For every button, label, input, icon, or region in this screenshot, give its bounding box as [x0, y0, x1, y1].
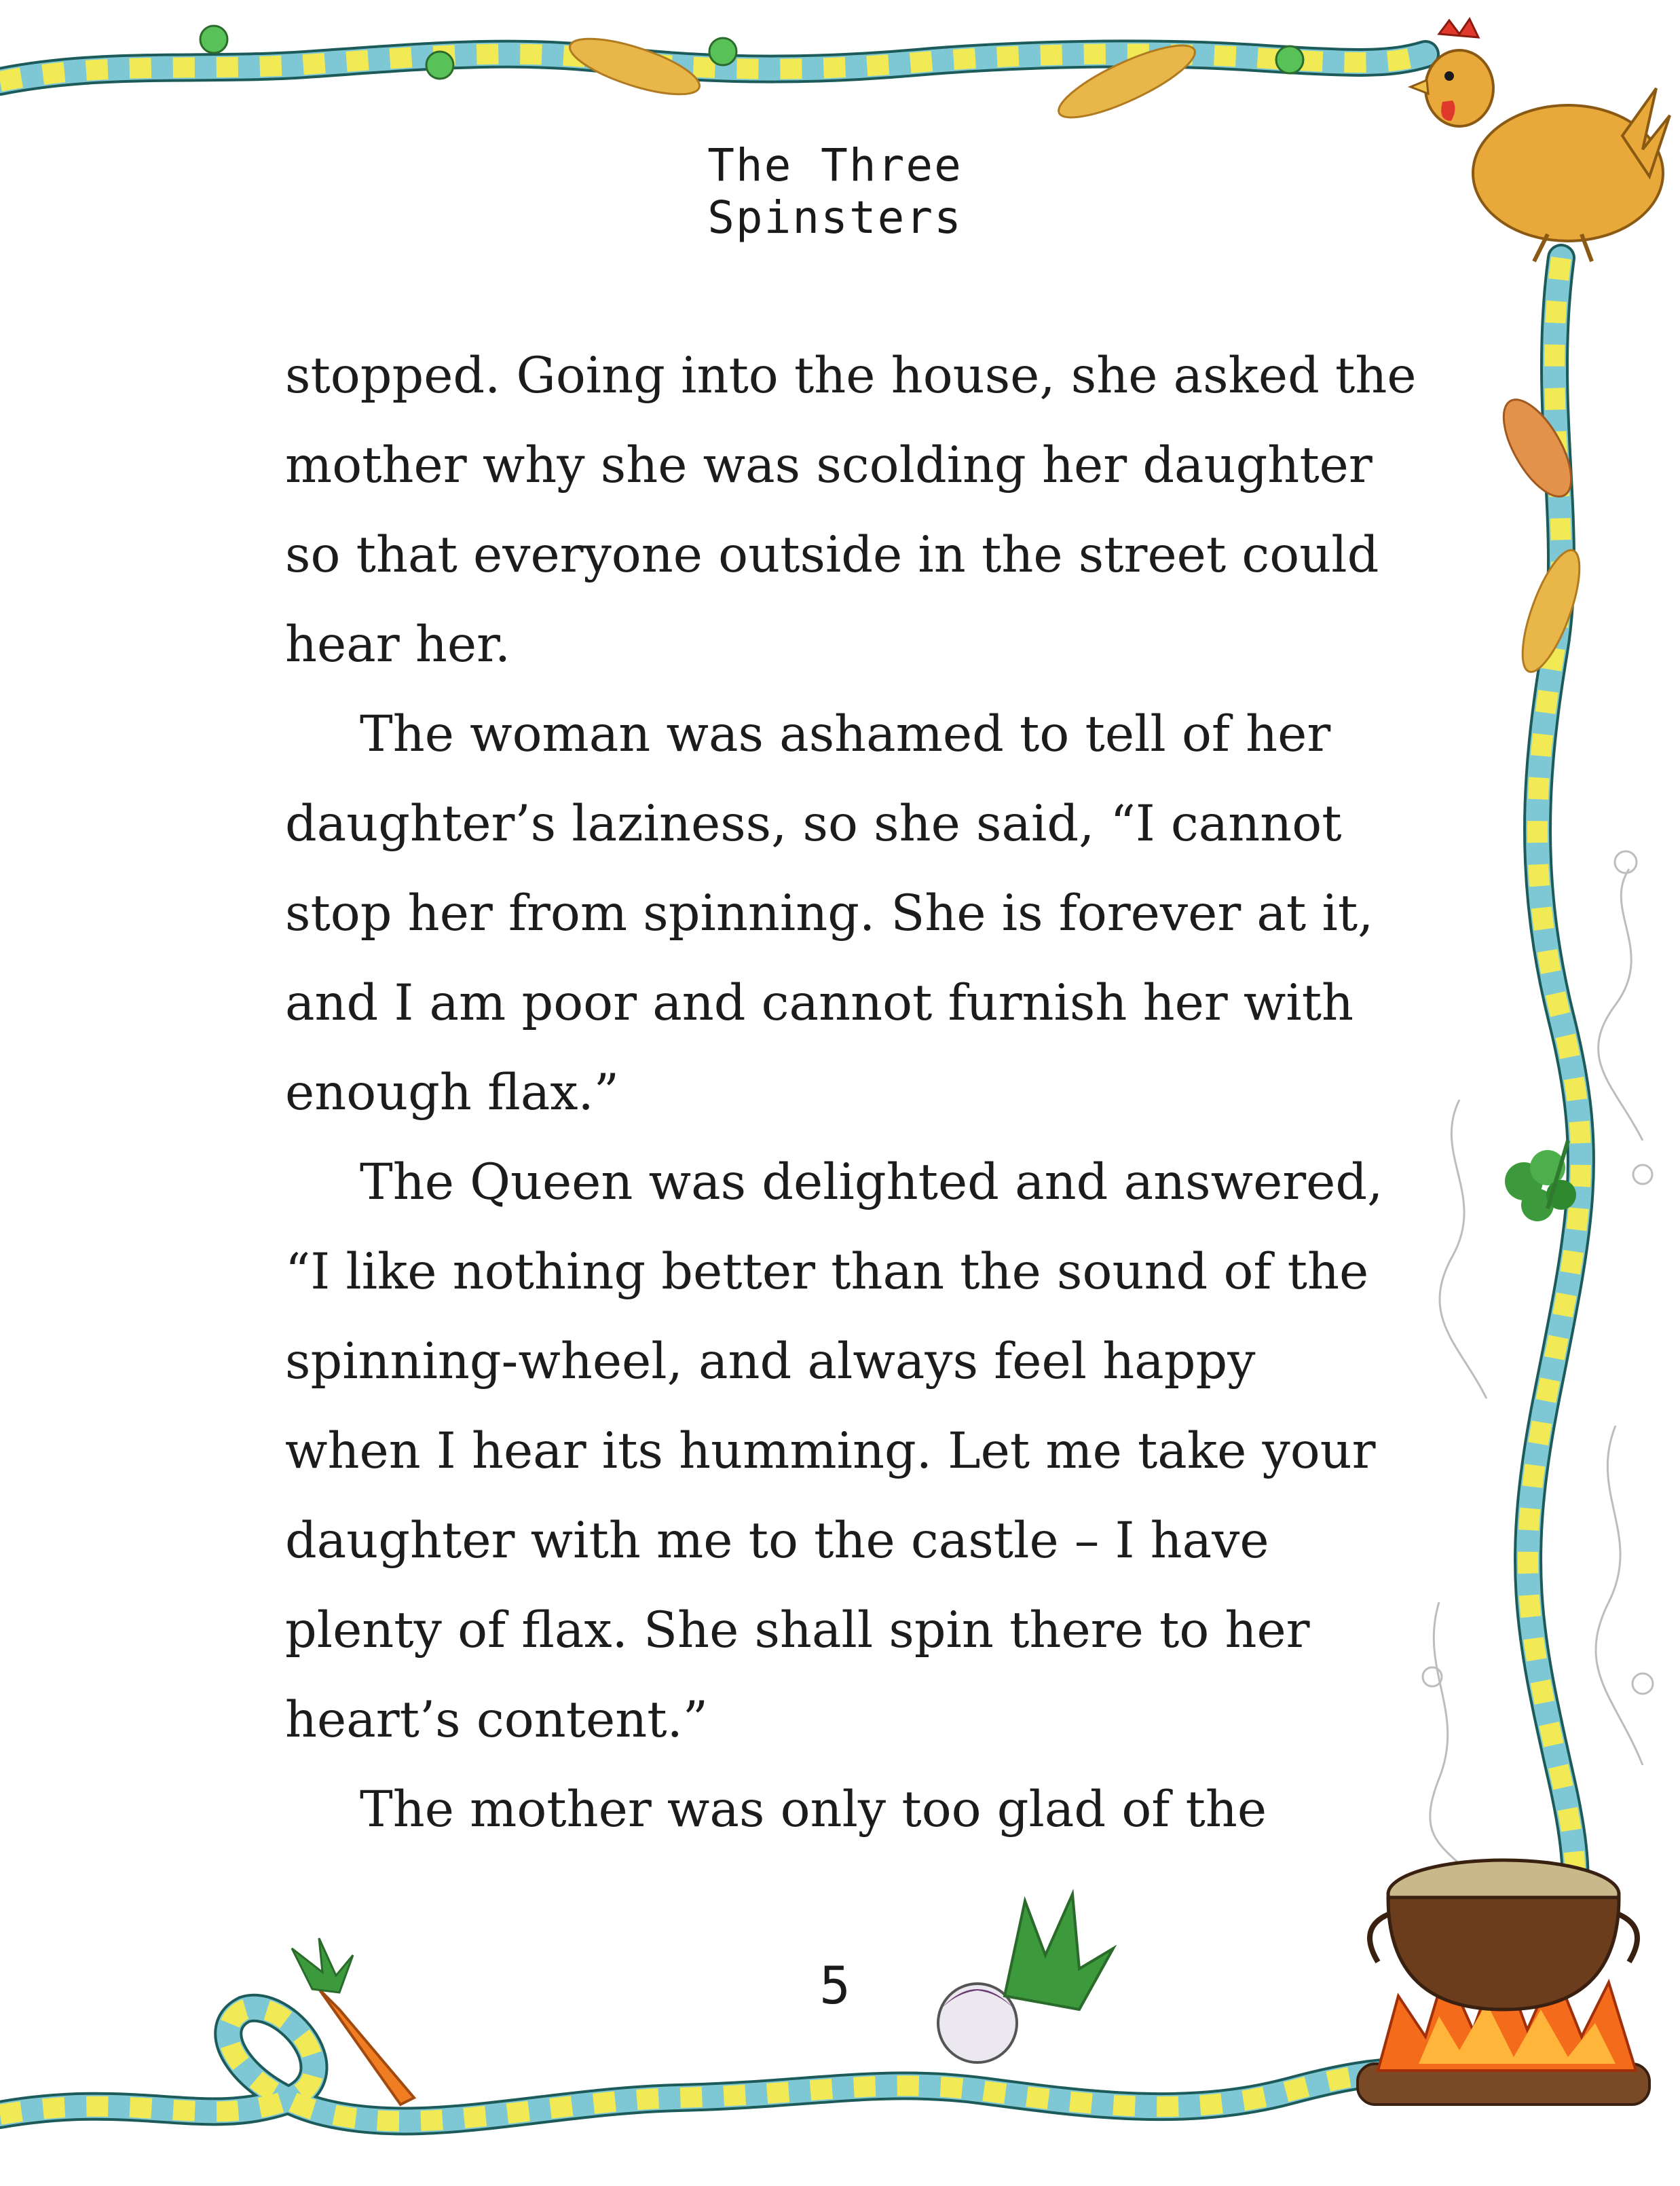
bottom-ribbon-border [0, 2008, 1459, 2122]
text-line: spinning-wheel, and always feel happy [285, 1333, 1256, 1390]
text-line: when I hear its humming. Let me take your [285, 1422, 1376, 1480]
book-title-header: The Three Spinsters [707, 139, 963, 244]
text-line: plenty of flax. She shall spin there to her [285, 1601, 1310, 1659]
text-line: stopped. Going into the house, she asked the [285, 347, 1417, 405]
page-number: 5 [819, 1955, 851, 2016]
pea-icon [709, 38, 736, 65]
text-line: enough flax.” [285, 1064, 620, 1122]
pea-icon [200, 26, 227, 53]
story-paragraph [285, 690, 1425, 1138]
text-line: heart’s content.” [285, 1691, 709, 1749]
cooking-pot-icon [1370, 1860, 1637, 2009]
text-line: hear her. [285, 616, 511, 673]
text-line: stop her from spinning. She is forever at it, [285, 885, 1374, 942]
right-ribbon-border [1528, 258, 1581, 1955]
text-line: so that everyone outside in the street could [285, 526, 1379, 584]
right-leaf-decorations [1491, 390, 1591, 678]
text-line: and I am poor and cannot furnish her with [285, 974, 1354, 1032]
hen-icon [1411, 19, 1670, 261]
text-line: daughter’s laziness, so she said, “I cannot [285, 795, 1342, 853]
story-paragraph [285, 1138, 1425, 1765]
text-line: The Queen was delighted and answered, [360, 1153, 1383, 1211]
pea-icon [1276, 46, 1303, 73]
text-line: mother why she was scolding her daughter [285, 437, 1373, 494]
text-line: daughter with me to the castle – I have [285, 1512, 1269, 1570]
text-line: “I like nothing better than the sound of the [285, 1243, 1369, 1301]
story-paragraph [285, 331, 1425, 690]
story-paragraph [285, 1765, 1425, 1855]
pea-icon [426, 52, 453, 79]
turnip-icon [938, 1894, 1113, 2062]
story-text [285, 331, 1425, 1855]
text-line: The woman was ashamed to tell of her [360, 705, 1331, 763]
text-line: The mother was only too glad of the [360, 1781, 1267, 1838]
